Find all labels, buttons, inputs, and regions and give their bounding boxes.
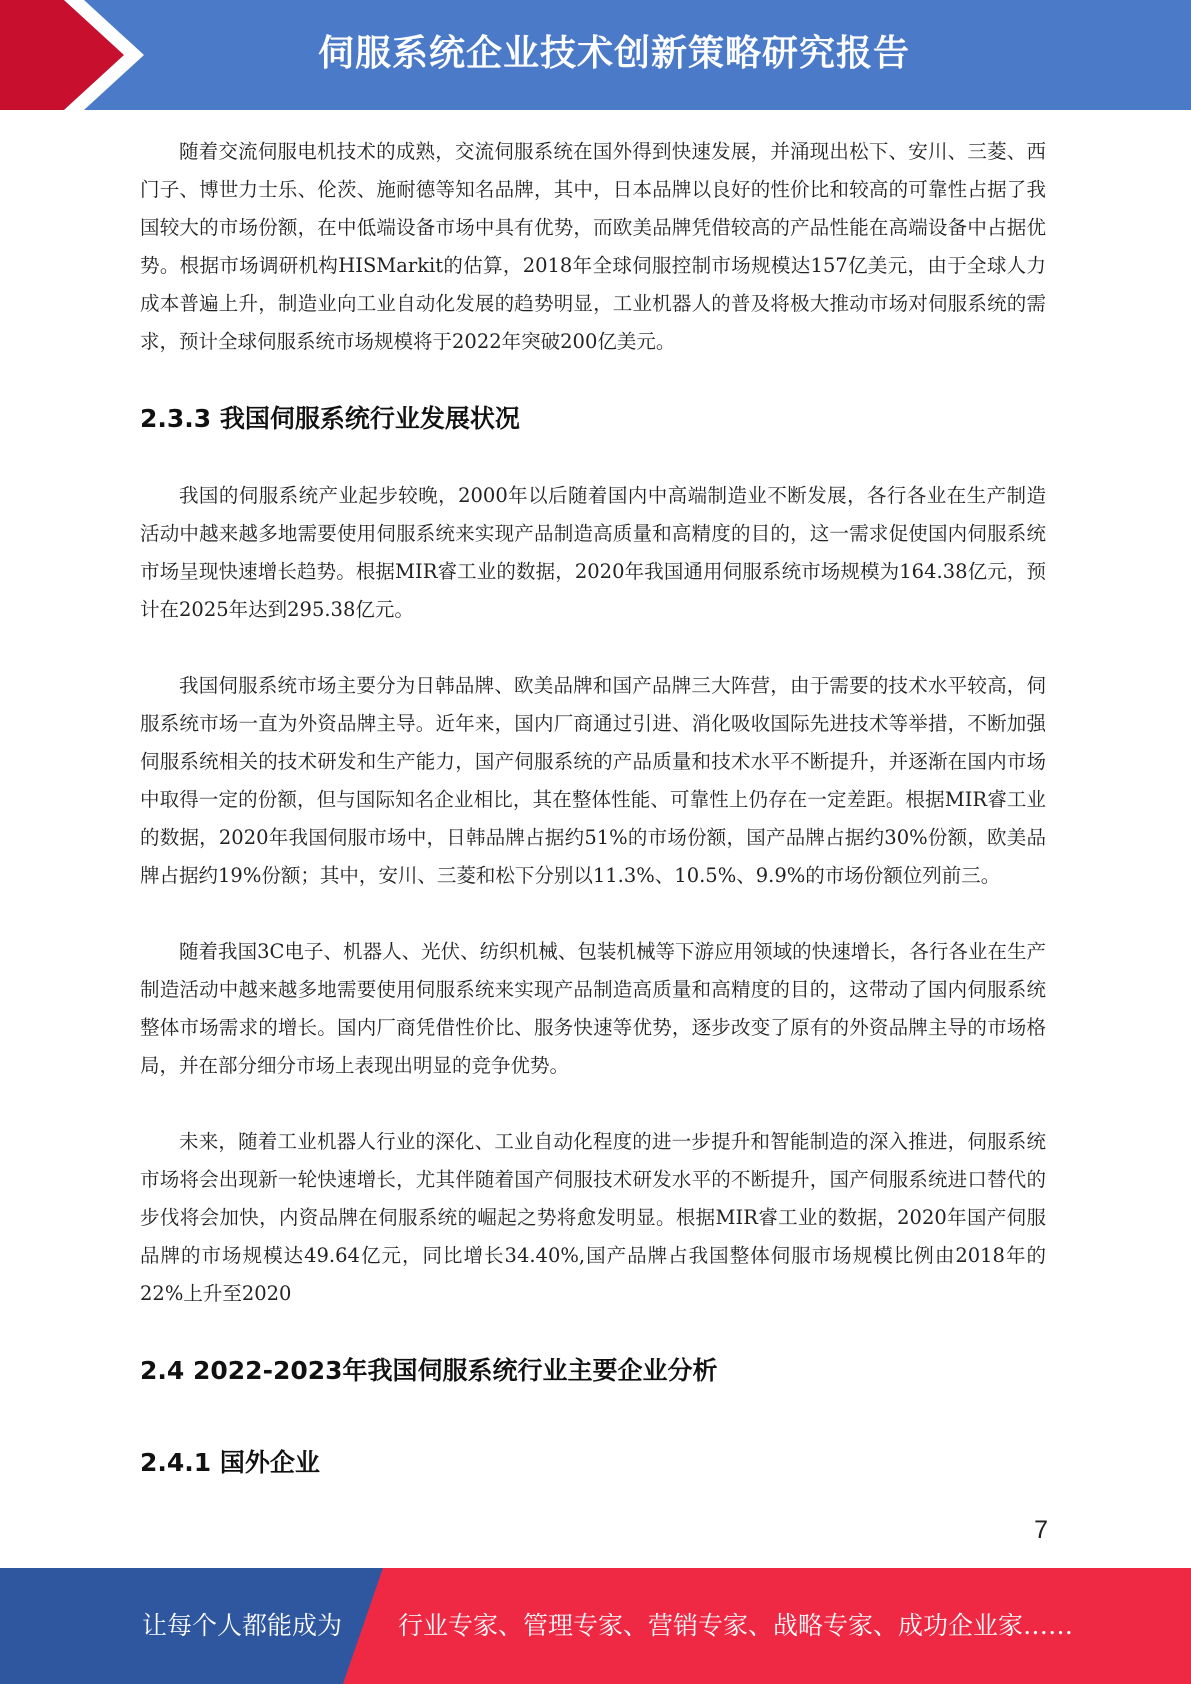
page-content [140, 133, 1046, 1521]
page-number: 7 [1034, 1516, 1048, 1544]
heading-2-3-3: 2.3.3 我国伺服系统行业发展状况 [140, 404, 520, 433]
paragraph-domestic-start: 我国的伺服系统产业起步较晚，2000年以后随着国内中高端制造业不断发展，各行各业在生产制造活动中越来越多地需要使用伺服系统来实现产品制造高质量和高精度的目的，这一需求促使国内伺服系统市场呈现快速增长趋势。根据MIR睿工业的数据，2020年我国通用伺服系统市场规模为164.38亿元，预计在2025年达到295.38亿元。 [140, 484, 1046, 621]
footer-slogan-left: 让每个人都能成为 [142, 1611, 343, 1640]
paragraph-downstream-growth: 随着我国3C电子、机器人、光伏、纺织机械、包装机械等下游应用领域的快速增长，各行各业在生产制造活动中越来越多地需要使用伺服系统来实现产品制造高质量和高精度的目的，这带动了国内伺服系统整体市场需求的增长。国内厂商凭借性价比、服务快速等优势，逐步改变了原有的外资品牌主导的市场格局，并在部分细分市场上表现出明显的竞争优势。 [140, 940, 1046, 1077]
paragraph-global-market: 随着交流伺服电机技术的成熟，交流伺服系统在国外得到快速发展，并涌现出松下、安川、三菱、西门子、博世力士乐、伦茨、施耐德等知名品牌，其中，日本品牌以良好的性价比和较高的可靠性占据了我国较大的市场份额，在中低端设备市场中具有优势，而欧美品牌凭借较高的产品性能在高端设备中占据优势。根据市场调研机构HISMarkit的估算，2018年全球伺服控制市场规模达157亿美元，由于全球人力成本普遍上升，制造业向工业自动化发展的趋势明显，工业机器人的普及将极大推动市场对伺服系统的需求，预计全球伺服系统市场规模将于2022年突破200亿美元。 [140, 140, 1046, 353]
paragraph-future-outlook: 未来，随着工业机器人行业的深化、工业自动化程度的进一步提升和智能制造的深入推进，伺服系统市场将会出现新一轮快速增长，尤其伴随着国产伺服技术研发水平的不断提升，国产伺服系统进口替代的步伐将会加快，内资品牌在伺服系统的崛起之势将愈发明显。根据MIR睿工业的数据，2020年国产伺服品牌的市场规模达49.64亿元，同比增长34.40%,国产品牌占我国整体伺服市场规模比例由2018年的22%上升至2020 [140, 1130, 1046, 1305]
page-header [0, 0, 1191, 110]
footer-slogan-right: 行业专家、管理专家、营销专家、战略专家、成功企业家…… [398, 1611, 1074, 1640]
report-title: 伺服系统企业技术创新策略研究报告 [318, 33, 911, 74]
paragraph-market-camps: 我国伺服系统市场主要分为日韩品牌、欧美品牌和国产品牌三大阵营，由于需要的技术水平较高，伺服系统市场一直为外资品牌主导。近年来，国内厂商通过引进、消化吸收国际先进技术等举措，不断加强伺服系统相关的技术研发和生产能力，国产伺服系统的产品质量和技术水平不断提升，并逐渐在国内市场中取得一定的份额，但与国际知名企业相比，其在整体性能、可靠性上仍存在一定差距。根据MIR睿工业的数据，2020年我国伺服市场中，日韩品牌占据约51%的市场份额，国产品牌占据约30%份额，欧美品牌占据约19%份额；其中，安川、三菱和松下分别以11.3%、10.5%、9.9%的市场份额位列前三。 [140, 674, 1046, 887]
heading-2-4-1: 2.4.1 国外企业 [140, 1448, 320, 1477]
page-footer [0, 1568, 1191, 1684]
heading-2-4: 2.4 2022-2023年我国伺服系统行业主要企业分析 [140, 1356, 718, 1385]
header-red-arrow [0, 0, 124, 110]
